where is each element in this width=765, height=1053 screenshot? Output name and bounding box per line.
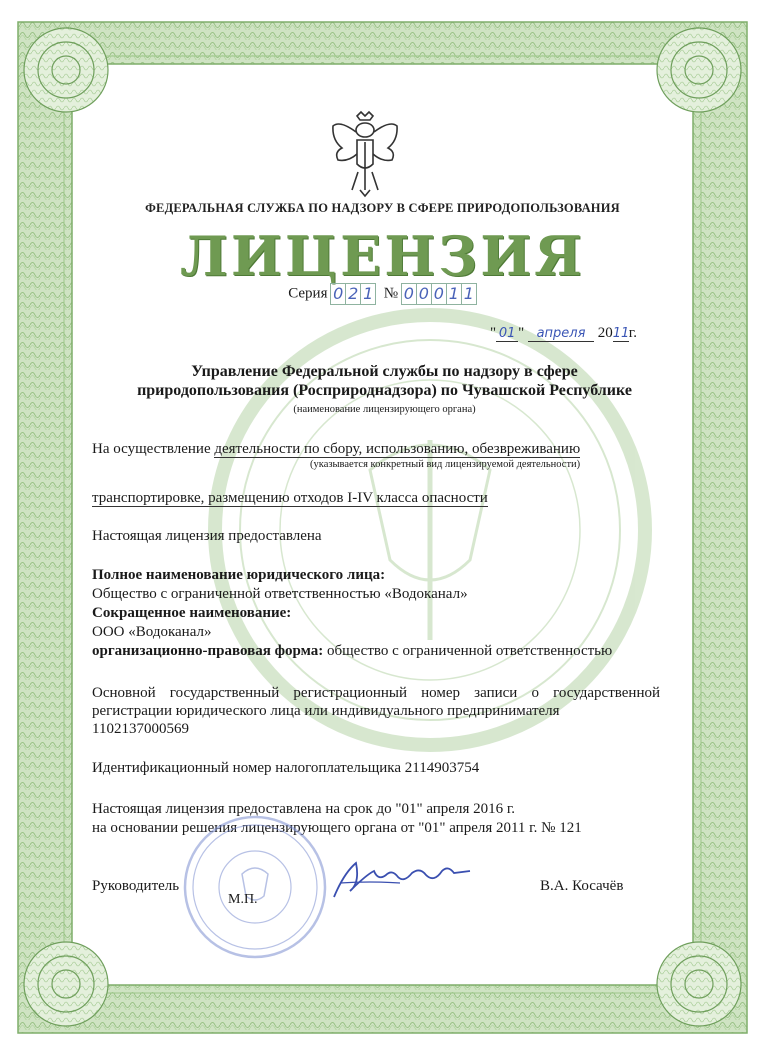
date-quote: " (490, 325, 497, 341)
entity-short-label: Сокращенное наименование: (92, 605, 292, 621)
series-digit: 2 (345, 283, 361, 305)
authority-line: природопользования (Росприроднадзора) по Чувашской Республике (137, 382, 632, 399)
number-digit: 0 (431, 283, 447, 305)
number-digit: 1 (446, 283, 462, 305)
number-digit: 0 (401, 283, 417, 305)
number-boxes (402, 283, 477, 305)
entity-form-label: организационно-правовая форма: (92, 643, 324, 659)
series-boxes (331, 283, 376, 305)
entity-full-label: Полное наименование юридического лица: (92, 567, 386, 583)
official-stamp (180, 812, 330, 962)
ogrn-block (92, 684, 660, 738)
granted-label: Настоящая лицензия предоставлена (92, 528, 322, 544)
date-month: апреля (528, 326, 594, 342)
activity-line (92, 441, 660, 458)
ogrn-text: Основной государственный регистрационный номер записи о государственной регистрации юридического лица или индивидуального предпринимателя (92, 685, 660, 719)
series-number-line (0, 283, 765, 305)
series-digit: 1 (360, 283, 376, 305)
document-title: ЛИЦЕНЗИЯ (180, 224, 585, 288)
entity-full-value: Общество с ограниченной ответственностью «Водоканал» (92, 586, 468, 602)
number-digit: 1 (461, 283, 477, 305)
stamp-place: М.П. (228, 892, 258, 907)
activity-prefix: На осуществление (92, 441, 211, 457)
term-line: на основании решения лицензирующего органа от "01" апреля 2011 г. № 121 (92, 820, 582, 836)
ogrn-value: 1102137000569 (92, 721, 189, 737)
entity-form-value: общество с ограниченной ответственностью (326, 643, 613, 659)
term-block (92, 800, 660, 838)
signatory-name: В.А. Косачёв (540, 878, 624, 894)
authority-hint: (наименование лицензирующего органа) (293, 404, 476, 415)
entity-block (92, 566, 660, 661)
date-year-prefix: 20 (597, 325, 613, 341)
licensing-authority (92, 362, 677, 419)
signature-icon (330, 853, 480, 903)
activity-value: транспортировке, размещению отходов I-IV класса опасности (92, 490, 488, 506)
coat-of-arms-icon (330, 110, 400, 198)
issue-date (490, 325, 637, 342)
number-digit: 0 (416, 283, 432, 305)
date-day: 01 (496, 326, 518, 342)
activity-value: деятельности по сбору, использованию, обезвреживанию (214, 441, 581, 457)
authority-line: Управление Федеральной службы по надзору в сфере (191, 363, 578, 380)
activity-line-2 (92, 490, 660, 507)
activity-hint: (указывается конкретный вид лицензируемой деятельности) (310, 459, 581, 470)
series-label: Серия (288, 285, 328, 302)
date-quote: " (518, 325, 525, 341)
date-year-end: г. (628, 325, 637, 341)
entity-short-value: ООО «Водоканал» (92, 624, 212, 640)
agency-name: ФЕДЕРАЛЬНАЯ СЛУЖБА ПО НАДЗОРУ В СФЕРЕ ПРИРОДОПОЛЬЗОВАНИЯ (145, 201, 620, 215)
series-digit: 0 (330, 283, 346, 305)
inn-line: Идентификационный номер налогоплательщика 2114903754 (92, 760, 480, 776)
signature-role: Руководитель (92, 878, 180, 894)
date-year-suffix: 11 (612, 326, 630, 341)
term-line: Настоящая лицензия предоставлена на срок до "01" апреля 2016 г. (92, 801, 516, 817)
number-label: № (383, 285, 399, 302)
